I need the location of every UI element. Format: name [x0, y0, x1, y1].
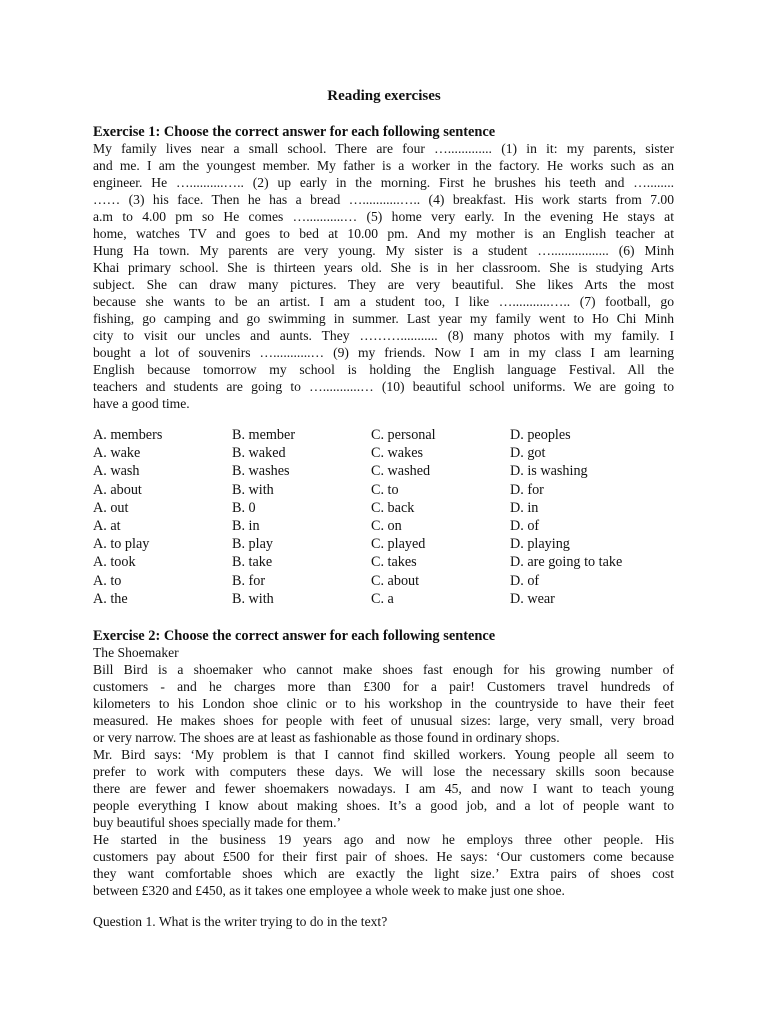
option-d: D. of — [510, 517, 540, 534]
option-a: A. wake — [93, 445, 141, 462]
option-b: B. member — [232, 427, 296, 443]
option-c: C. to — [371, 481, 399, 498]
option-a: A. to play — [93, 536, 150, 553]
option-b: B. in — [232, 517, 260, 534]
option-c: C. washed — [371, 463, 431, 480]
option-a: A. about — [93, 481, 142, 498]
page-title: Reading exercises — [327, 88, 441, 104]
option-c: C. about — [371, 572, 420, 589]
option-b: B. 0 — [232, 499, 256, 516]
option-d: D. is washing — [510, 463, 588, 480]
option-d: D. in — [510, 499, 539, 516]
option-c: C. played — [371, 536, 426, 553]
option-row-2 — [93, 444, 693, 462]
question-1: Question 1. What is the writer trying to do in the text? — [93, 914, 388, 929]
passage-line: kilometers to his London shoe clinic or to his workshop in the countryside to have their feet — [93, 696, 674, 711]
option-row-10 — [93, 590, 693, 608]
option-d: D. got — [510, 445, 546, 462]
option-b: B. for — [232, 572, 266, 589]
option-d: D. wear — [510, 590, 555, 607]
passage-line: fishing, go camping and go swimming in summer. Last year my family went to Ho Chi Minh — [93, 311, 674, 326]
option-b: B. washes — [232, 463, 290, 480]
option-c: C. wakes — [371, 445, 424, 462]
passage-line: My family lives near a small school. There are four …............. (1) in it: my parents, sister — [93, 141, 674, 156]
option-a: A. the — [93, 590, 128, 607]
option-c: C. personal — [371, 427, 436, 443]
passage-line: teachers and students are going to …...........… (10) beautiful school uniforms. We are going to — [93, 379, 674, 394]
passage-line: people everything I know about making shoes. It’s a good job, and a lot of people want to — [93, 798, 674, 813]
passage-line: bought a lot of souvenirs …...........… (9) my friends. Now I am in my class I am learning — [93, 345, 674, 360]
option-d: D. playing — [510, 536, 570, 553]
option-a: A. out — [93, 499, 129, 516]
exercise-1-heading: Exercise 1: Choose the correct answer for each following sentence — [93, 124, 496, 140]
passage-line: because she wants to be an artist. I am a student too, I like …...........….. (7) football, go — [93, 294, 674, 309]
option-row-4 — [93, 481, 693, 499]
option-a: A. members — [93, 427, 163, 443]
passage-line: measured. He makes shoes for people with feet of unusual sizes: large, very small, very broad — [93, 713, 674, 728]
passage-line: customers pay about £500 for their first pair of shoes. He says: ‘Our customers come because — [93, 849, 674, 864]
passage-line: home, watches TV and goes to bed at 10.00 pm. And my mother is an English teacher at — [93, 226, 674, 241]
passage-line: engineer. He …..........….. (2) up early in the morning. First he brushes his teeth and …........ — [93, 175, 674, 190]
passage-line: or very narrow. The shoes are at least as fashionable as those found in ordinary shops. — [93, 730, 560, 745]
exercise-2-passage — [93, 644, 674, 899]
option-row-7 — [93, 535, 693, 553]
passage-line: He started in the business 19 years ago and now he employs three other people. His — [93, 832, 674, 847]
passage-line: a.m to 4.00 pm so He comes …...........… (5) home very early. In the evening He stays at — [93, 209, 674, 224]
option-row-3 — [93, 462, 693, 480]
option-row-1 — [93, 426, 693, 444]
passage-line: there are fewer and fewer shoemakers nowadays. I am 45, and now I want to teach young — [93, 781, 674, 796]
option-a: A. at — [93, 517, 121, 534]
passage-line: …… (3) his face. Then he has a bread …...........….. (4) breakfast. His work starts from 7.00 — [93, 192, 674, 207]
option-b: B. take — [232, 554, 273, 571]
option-row-5 — [93, 499, 693, 517]
passage-line: subject. She can draw many pictures. They are very beautiful. She likes Arts the most — [93, 277, 674, 292]
passage-line: between £320 and £450, as it takes one employee a whole week to make just one shoe. — [93, 883, 565, 898]
option-b: B. waked — [232, 445, 286, 462]
option-a: A. wash — [93, 463, 140, 480]
option-c: C. a — [371, 590, 394, 607]
passage-line: customers - and he charges more than £300 for a pair! Customers travel hundreds of — [93, 679, 674, 694]
option-d: D. for — [510, 481, 544, 498]
option-c: C. on — [371, 517, 402, 534]
exercise-1-passage — [93, 140, 674, 412]
passage-line: they want comfortable shoes which are exactly the light size.’ Extra pairs of shoes cost — [93, 866, 674, 881]
option-d: D. are going to take — [510, 554, 623, 571]
passage-line: English because tomorrow my school is holding the English language Festival. All the — [93, 362, 674, 377]
exercise-2-heading: Exercise 2: Choose the correct answer for each following sentence — [93, 628, 496, 644]
option-b: B. play — [232, 536, 273, 553]
passage-line: Bill Bird is a shoemaker who cannot make shoes fast enough for his growing number of — [93, 662, 674, 677]
option-row-8 — [93, 553, 693, 571]
passage-line: Khai primary school. She is thirteen years old. She is in her classroom. She is studying Arts — [93, 260, 674, 275]
passage-line: have a good time. — [93, 396, 190, 411]
passage-line: Mr. Bird says: ‘My problem is that I cannot find skilled workers. Young people all seem to — [93, 747, 674, 762]
passage-line: Hung Ha town. My parents are very young. My sister is a student …................. (6) Minh — [93, 243, 674, 258]
passage-line: prefer to work with computers these days. We will lose the necessary skills soon because — [93, 764, 674, 779]
option-a: A. to — [93, 572, 122, 589]
exercise-1-answer-options — [93, 426, 693, 608]
option-row-9 — [93, 572, 693, 590]
option-c: C. takes — [371, 554, 417, 571]
option-d: D. of — [510, 572, 540, 589]
passage-line: buy beautiful shoes specially made for them.’ — [93, 815, 342, 830]
option-b: B. with — [232, 590, 274, 607]
option-d: D. peoples — [510, 427, 571, 443]
passage-line: city to visit our uncles and aunts. They ………........... (8) many photos with my family. I — [93, 328, 674, 343]
passage-line: and me. I am the youngest member. My father is a worker in the factory. He works such as an — [93, 158, 674, 173]
option-a: A. took — [93, 554, 136, 571]
passage-subtitle: The Shoemaker — [93, 645, 179, 660]
option-row-6 — [93, 517, 693, 535]
option-c: C. back — [371, 499, 415, 516]
option-b: B. with — [232, 481, 274, 498]
